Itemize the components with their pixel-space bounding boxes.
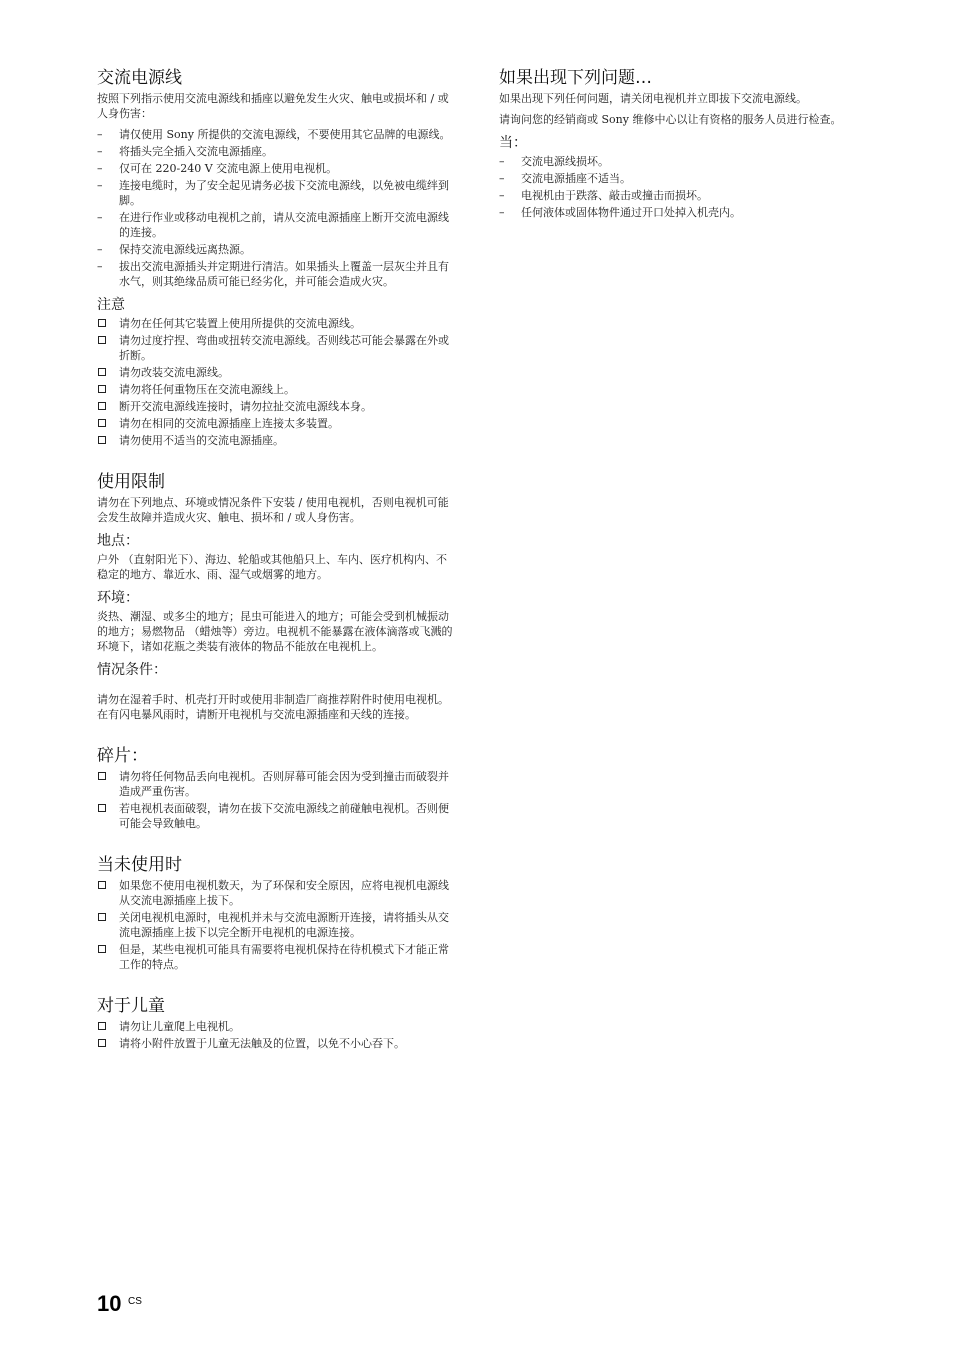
heading-restrictions: 使用限制 (97, 472, 165, 492)
dash-marker: – (499, 172, 505, 185)
checkbox-bullet-icon (98, 368, 106, 376)
left-column (97, 66, 457, 1073)
list-item: – 请仅使用 Sony 所提供的交流电源线，不要使用其它品牌的电源线。 (97, 128, 451, 141)
dash-marker: – (97, 211, 103, 224)
not-in-use-list (97, 878, 457, 972)
restrictions-intro: 请勿在下列地点、环境或情况条件下安装 / 使用电视机，否则电视机可能会发生故障并造成火灾、触电、损坏和 / 或人身伤害。 (97, 496, 449, 524)
dash-marker: – (499, 155, 505, 168)
list-item: 关闭电视机电源时，电视机并未与交流电源断开连接，请将插头从交流电源插座上拔下以完全断开电视机的电源连接。 (97, 910, 457, 940)
dash-marker: – (97, 179, 103, 192)
list-item: – 拔出交流电源插头并定期进行清洁。如果插头上覆盖一层灰尘并且有水气，则其绝缘品质可能已经劣化，并可能会造成火灾。 (97, 260, 449, 288)
note-list (97, 316, 457, 448)
checkbox-bullet-icon (98, 804, 106, 812)
children-list (97, 1019, 457, 1051)
dash-marker: – (97, 145, 103, 158)
heading-debris: 碎片： (97, 746, 148, 766)
heading-problems: 如果出现下列问题… (499, 68, 652, 88)
checkbox-bullet-icon (98, 913, 106, 921)
checkbox-bullet-icon (98, 945, 106, 953)
checkbox-bullet-icon (98, 419, 106, 427)
list-item: 请将小附件放置于儿童无法触及的位置，以免不小心吞下。 (97, 1036, 457, 1051)
list-item: 如果您不使用电视机数天，为了环保和安全原因，应将电视机电源线从交流电源插座上拔下。 (97, 878, 457, 908)
debris-list (97, 769, 457, 831)
checkbox-bullet-icon (98, 772, 106, 780)
list-item: 请勿在相同的交流电源插座上连接太多装置。 (97, 416, 457, 431)
list-item: – 仅可在 220-240 V 交流电源上使用电视机。 (97, 162, 338, 175)
section-not-in-use (97, 853, 457, 972)
page-language-code: CS (128, 1296, 142, 1307)
situation-text: 请勿在湿着手时、机壳打开时或使用非制造厂商推荐附件时使用电视机。在有闪电暴风雨时，请断开电视机与交流电源插座和天线的连接。 (97, 693, 449, 721)
list-item: – 电视机由于跌落、敲击或撞击而损坏。 (499, 189, 708, 202)
dash-marker: – (97, 162, 103, 175)
checkbox-bullet-icon (98, 436, 106, 444)
list-item: 请勿将任何重物压在交流电源线上。 (97, 382, 457, 397)
dash-marker: – (499, 189, 505, 202)
list-item: – 交流电源插座不适当。 (499, 172, 631, 185)
list-item: 但是，某些电视机可能具有需要将电视机保持在待机模式下才能正常工作的特点。 (97, 942, 457, 972)
section-problems (499, 66, 859, 220)
heading-not-in-use: 当未使用时 (97, 855, 182, 875)
section-restrictions (97, 470, 457, 722)
section-children (97, 994, 457, 1051)
dash-marker: – (97, 243, 103, 256)
checkbox-bullet-icon (98, 1022, 106, 1030)
checkbox-bullet-icon (98, 385, 106, 393)
heading-when: 当： (499, 135, 527, 151)
list-item: 请勿在任何其它装置上使用所提供的交流电源线。 (97, 316, 457, 331)
list-item: 断开交流电源线连接时，请勿拉扯交流电源线本身。 (97, 399, 457, 414)
list-item: – 保持交流电源线远离热源。 (97, 243, 251, 256)
environment-text: 炎热、潮湿、或多尘的地方；昆虫可能进入的地方；可能会受到机械振动的地方；易燃物品 （蜡烛等）旁边。电视机不能暴露在液体滴落或飞溅的环境下，诸如花瓶之类装有液体的物品不能放在电视机上。 (97, 610, 453, 653)
list-item: 请勿将任何物品丢向电视机。否则屏幕可能会因为受到撞击而破裂并造成严重伤害。 (97, 769, 457, 799)
problems-intro: 如果出现下列任何问题，请关闭电视机并立即拔下交流电源线。 (499, 92, 807, 105)
list-item: 若电视机表面破裂，请勿在拔下交流电源线之前碰触电视机。否则便可能会导致触电。 (97, 801, 457, 831)
checkbox-bullet-icon (98, 881, 106, 889)
heading-children: 对于儿童 (97, 996, 165, 1016)
power-cord-intro: 按照下列指示使用交流电源线和插座以避免发生火灾、触电或损坏和 / 或人身伤害： (97, 92, 449, 120)
list-item: – 连接电缆时，为了安全起见请务必拔下交流电源线，以免被电缆绊到脚。 (97, 179, 449, 207)
checkbox-bullet-icon (98, 402, 106, 410)
list-item: 请勿改装交流电源线。 (97, 365, 457, 380)
dash-marker: – (97, 128, 103, 141)
section-debris (97, 744, 457, 831)
list-item: 请勿让儿童爬上电视机。 (97, 1019, 457, 1034)
dash-marker: – (97, 260, 103, 273)
checkbox-bullet-icon (98, 319, 106, 327)
location-text: 户外 （直射阳光下）、海边、轮船或其他船只上、车内、医疗机构内、不稳定的地方、靠近水、雨、湿气或烟雾的地方。 (97, 553, 447, 581)
right-column (499, 66, 859, 242)
list-item: – 在进行作业或移动电视机之前，请从交流电源插座上断开交流电源线的连接。 (97, 211, 449, 239)
heading-note: 注意 (97, 297, 125, 313)
checkbox-bullet-icon (98, 336, 106, 344)
heading-environment: 环境： (97, 590, 139, 606)
problems-contact: 请询问您的经销商或 Sony 维修中心以让有资格的服务人员进行检查。 (499, 113, 842, 126)
dash-marker: – (499, 206, 505, 219)
page-number: 10 (97, 1291, 122, 1316)
list-item: – 交流电源线损坏。 (499, 155, 609, 168)
list-item: 请勿使用不适当的交流电源插座。 (97, 433, 457, 448)
list-item: – 将插头完全插入交流电源插座。 (97, 145, 273, 158)
heading-situation: 情况条件： (97, 662, 167, 678)
list-item: 请勿过度拧捏、弯曲或扭转交流电源线。否则线芯可能会暴露在外或折断。 (97, 333, 457, 363)
problems-list (499, 154, 859, 220)
list-item: – 任何液体或固体物件通过开口处掉入机壳内。 (499, 206, 741, 219)
section-power-cord (97, 66, 457, 448)
heading-location: 地点： (97, 533, 139, 549)
power-cord-list (97, 127, 457, 289)
checkbox-bullet-icon (98, 1039, 106, 1047)
heading-power-cord: 交流电源线 (97, 68, 182, 88)
